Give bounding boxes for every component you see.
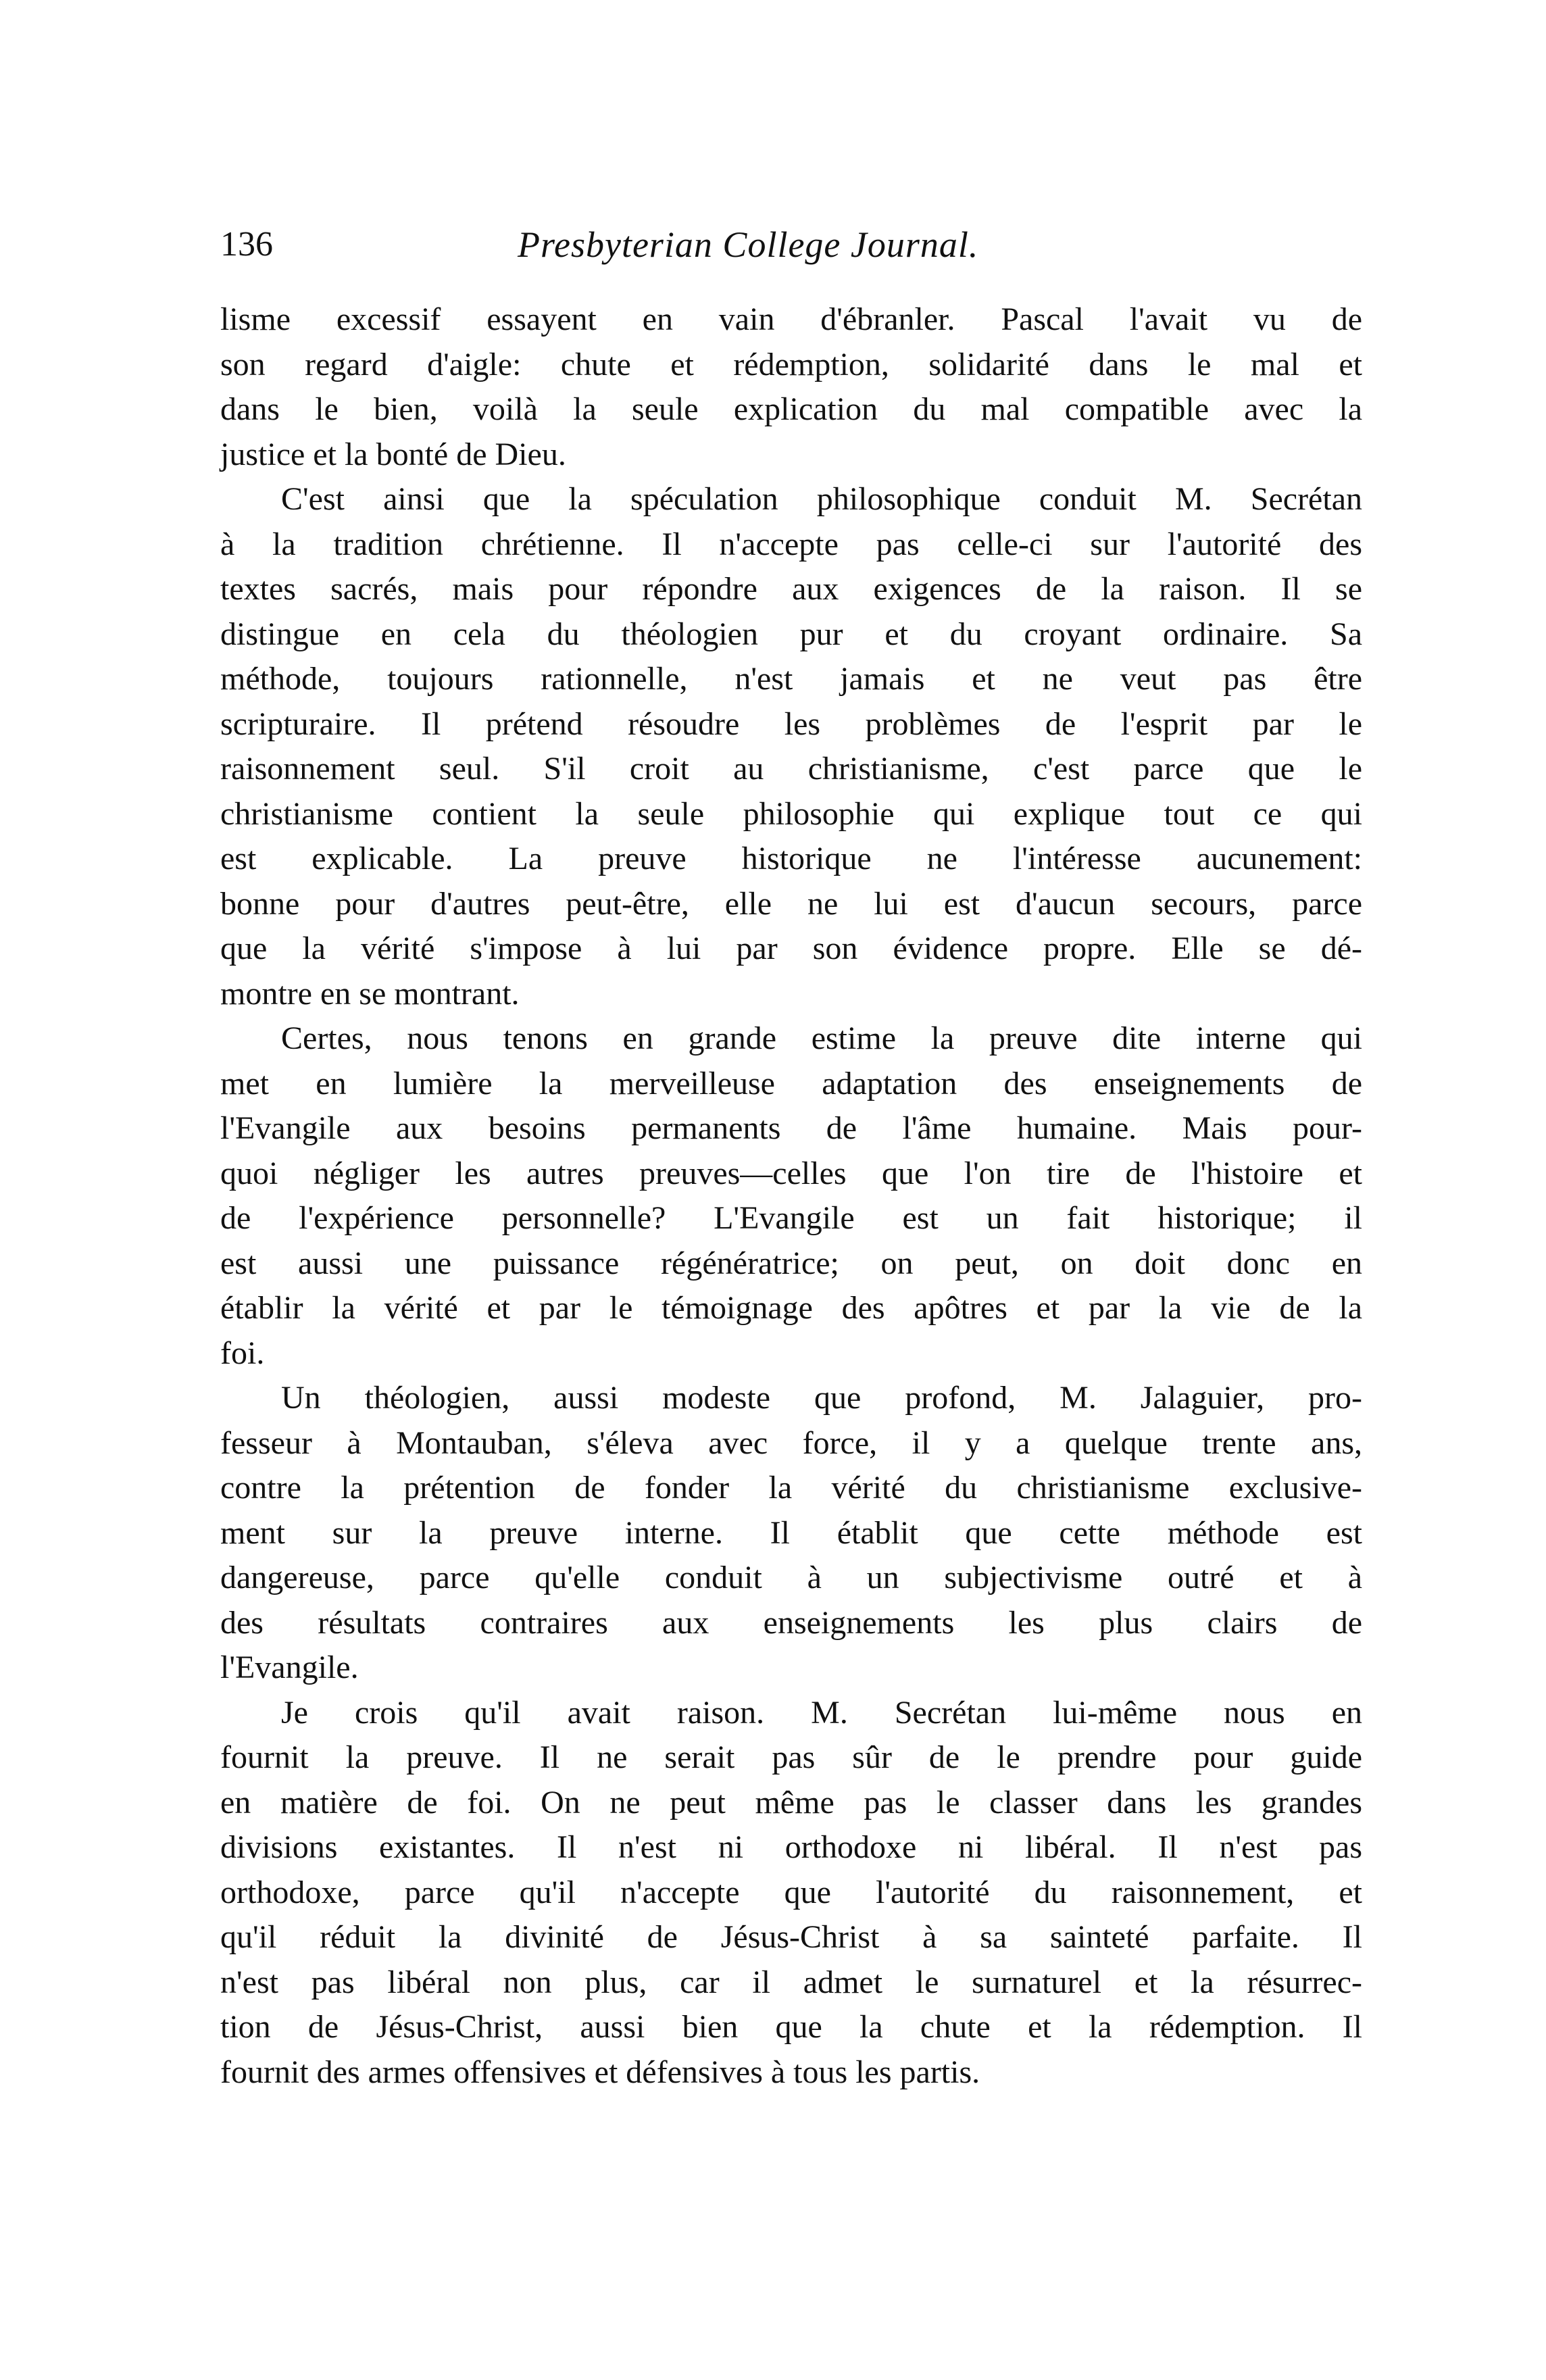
text-line: Un théologien, aussi modeste que profond, M. Jalaguier, pro- (281, 1380, 1362, 1416)
text-line: dans le bien, voilà la seule explication du mal compatible avec la (220, 391, 1362, 427)
text-line: divisions existantes. Il n'est ni orthodoxe ni libéral. Il n'est pas (220, 1829, 1362, 1865)
text-line: l'Evangile. (220, 1650, 359, 1685)
text-line: qu'il réduit la divinité de Jésus-Christ à sa sainteté parfaite. Il (220, 1919, 1362, 1955)
text-line: tion de Jésus-Christ, aussi bien que la chute et la rédemption. Il (220, 2009, 1362, 2045)
text-line: raisonnement seul. S'il croit au christianisme, c'est parce que le (220, 751, 1362, 787)
text-line: C'est ainsi que la spéculation philosophique conduit M. Secrétan (281, 481, 1362, 517)
text-line: fournit des armes offensives et défensives à tous les partis. (220, 2054, 980, 2090)
text-line: fournit la preuve. Il ne serait pas sûr de le prendre pour guide (220, 1739, 1362, 1775)
text-line: Je crois qu'il avait raison. M. Secrétan lui-même nous en (281, 1694, 1362, 1731)
text-line: textes sacrés, mais pour répondre aux exigences de la raison. Il se (220, 571, 1362, 607)
text-line: l'Evangile aux besoins permanents de l'âme humaine. Mais pour- (220, 1110, 1362, 1146)
text-line: dangereuse, parce qu'elle conduit à un subjectivisme outré et à (220, 1560, 1362, 1595)
text-line: montre en se montrant. (220, 975, 520, 1012)
text-line: foi. (220, 1335, 265, 1371)
text-line: justice et la bonté de Dieu. (220, 436, 566, 472)
text-line: contre la prétention de fonder la vérité du christianisme exclusive- (220, 1470, 1362, 1506)
text-line: fesseur à Montauban, s'éleva avec force, il y a quelque trente ans, (220, 1424, 1362, 1461)
text-line: Certes, nous tenons en grande estime la preuve dite interne qui (281, 1020, 1362, 1056)
text-line: méthode, toujours rationnelle, n'est jamais et ne veut pas être (220, 661, 1362, 697)
text-line: lisme excessif essayent en vain d'ébranler. Pascal l'avait vu de (220, 301, 1362, 337)
page-header (220, 218, 1362, 272)
page-number: 136 (220, 225, 273, 264)
text-line: des résultats contraires aux enseignements les plus clairs de (220, 1604, 1362, 1641)
running-title: Presbyterian College Journal. (518, 224, 979, 265)
text-line: bonne pour d'autres peut-être, elle ne lui est d'aucun secours, parce (220, 885, 1362, 922)
text-line: son regard d'aigle: chute et rédemption, solidarité dans le mal et (220, 346, 1362, 382)
text-line: est explicable. La preuve historique ne l'intéresse aucunement: (220, 841, 1362, 876)
paragraph (220, 477, 1362, 1016)
text-line: ment sur la preuve interne. Il établit que cette méthode est (220, 1514, 1362, 1551)
text-line: est aussi une puissance régénératrice; on peut, on doit donc en (220, 1245, 1362, 1281)
text-line: quoi négliger les autres preuves—celles que l'on tire de l'histoire et (220, 1155, 1362, 1191)
text-line: met en lumière la merveilleuse adaptation des enseignements de (220, 1065, 1362, 1101)
paragraph (220, 1016, 1362, 1376)
text-line: n'est pas libéral non plus, car il admet le surnaturel et la résurrec- (220, 1964, 1362, 2000)
text-line: de l'expérience personnelle? L'Evangile est un fait historique; il (220, 1200, 1362, 1236)
paragraph (220, 297, 1362, 477)
body-text (220, 297, 1362, 2095)
text-line: établir la vérité et par le témoignage des apôtres et par la vie de la (220, 1290, 1362, 1326)
paragraph (220, 1376, 1362, 1691)
text-line: scripturaire. Il prétend résoudre les problèmes de l'esprit par le (220, 705, 1362, 742)
text-line: à la tradition chrétienne. Il n'accepte pas celle-ci sur l'autorité des (220, 526, 1362, 562)
text-line: orthodoxe, parce qu'il n'accepte que l'autorité du raisonnement, et (220, 1874, 1362, 1910)
text-line: distingue en cela du théologien pur et du croyant ordinaire. Sa (220, 616, 1362, 652)
paragraph (220, 1691, 1362, 2096)
text-line: en matière de foi. On ne peut même pas le classer dans les grandes (220, 1784, 1362, 1820)
text-line: que la vérité s'impose à lui par son évidence propre. Elle se dé- (220, 931, 1362, 966)
text-line: christianisme contient la seule philosophie qui explique tout ce qui (220, 795, 1362, 832)
